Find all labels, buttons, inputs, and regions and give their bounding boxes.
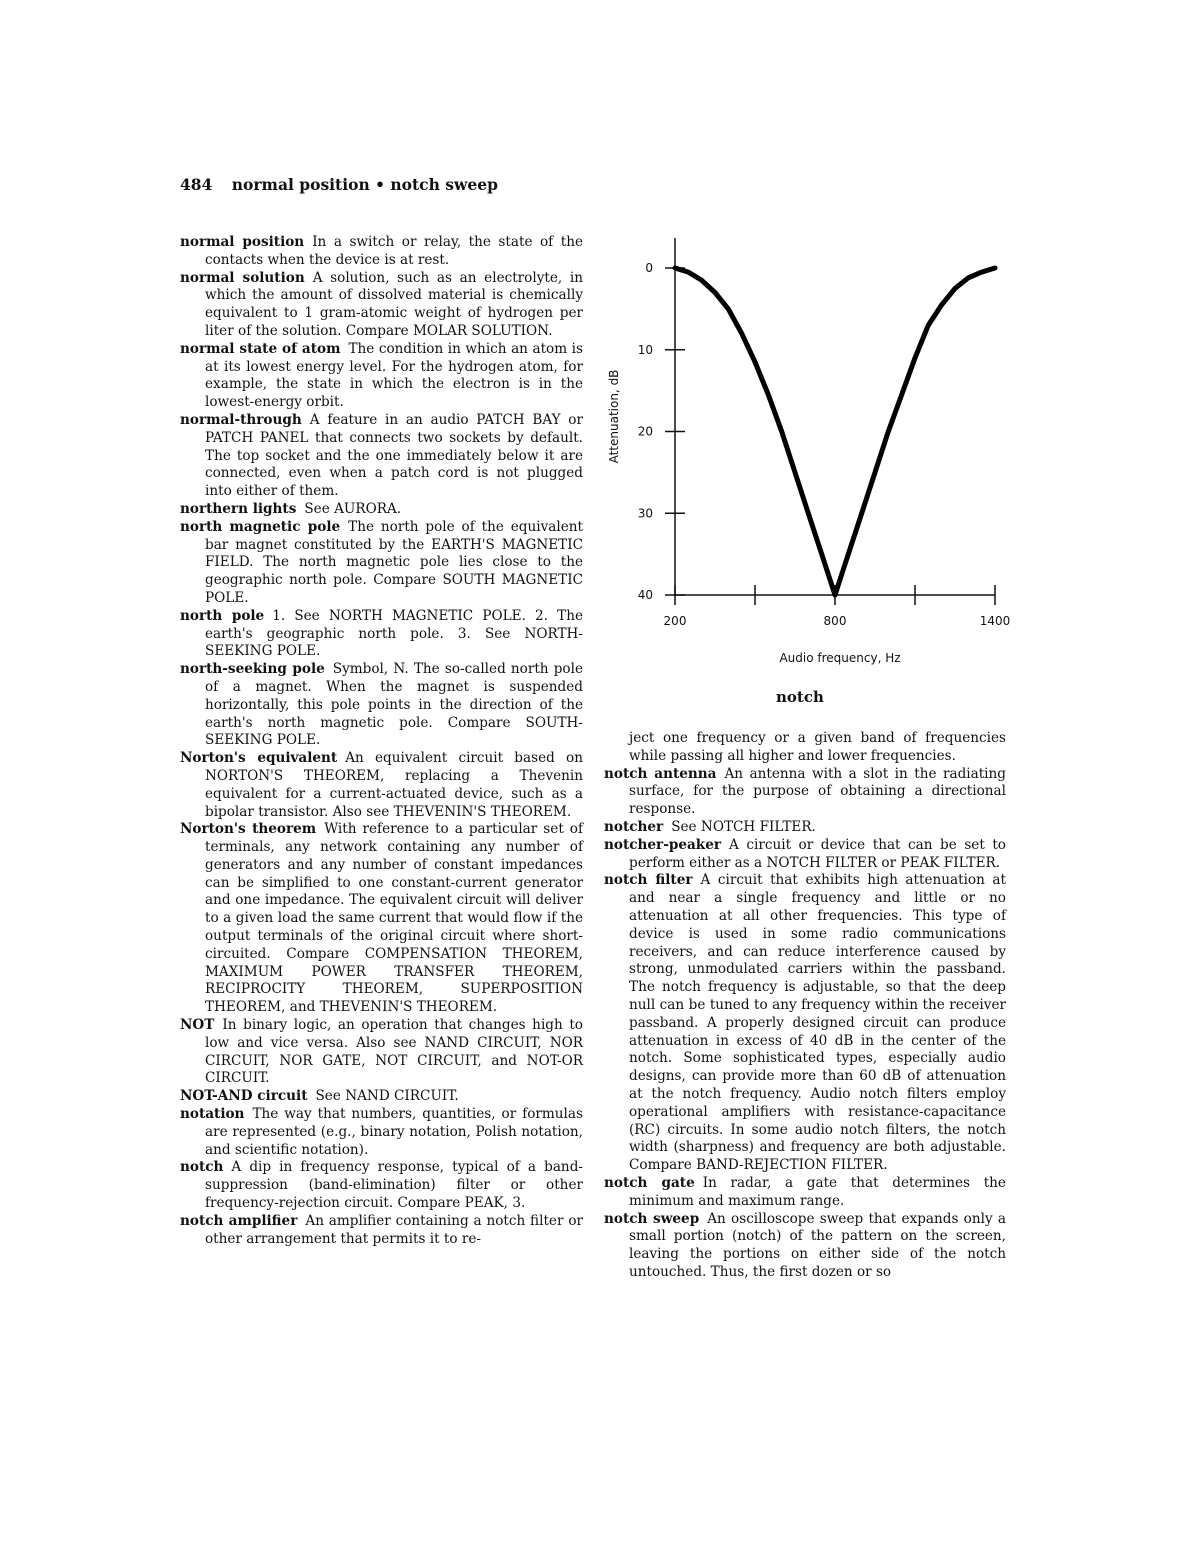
entry-term: normal position bbox=[180, 234, 305, 250]
entry-definition: Symbol, N. The so-called north pole of a magnet. When the magnet is suspended horizontally, this pole points in the direction of the earth's north magnetic pole. Compare SOUTH-SEEKING POLE. bbox=[205, 661, 583, 749]
chart-svg bbox=[598, 230, 1018, 680]
entry-definition: An amplifier containing a notch filter or other arrangement that permits it to re- bbox=[205, 1212, 583, 1247]
notch-chart bbox=[598, 230, 1018, 710]
dictionary-entry bbox=[180, 501, 583, 519]
entry-term: north magnetic pole bbox=[180, 518, 341, 535]
left-column bbox=[180, 234, 583, 1248]
y-tick-label: 10 bbox=[637, 342, 653, 357]
entry-definition: A solution, such as an electrolyte, in which the amount of dissolved material is chemically equivalent to 1 gram-atomic weight of hydrogen per liter of the solution. Compare MOLAR SOLUTION. bbox=[205, 269, 583, 339]
entry-definition: See AURORA. bbox=[304, 500, 402, 517]
entry-term: north-seeking pole bbox=[180, 661, 325, 678]
entry-definition: An antenna with a slot in the radiating surface, for the purpose of obtaining a directional response. bbox=[629, 765, 1006, 818]
entry-definition: With reference to a particular set of terminals, any network containing any number of generators and any number of constant impedances can be simplified to one constant-current generator and one impedance. The equivalent circuit will deliver to a given load the same current that would flow if the output terminals of the original circuit where short-circuited. Compare COMPENSATION THEOREM, MAXIMUM POWER TRANSFER THEOREM, RECIPROCITY THEOREM, SUPERPOSITION THEOREM, and THEVENIN'S THEOREM. bbox=[205, 821, 583, 1016]
dictionary-entry bbox=[180, 661, 583, 750]
dictionary-entry bbox=[604, 730, 1006, 766]
entry-definition: ject one frequency or a given band of frequencies while passing all higher and lower frequencies. bbox=[629, 730, 1006, 764]
dictionary-entry bbox=[180, 608, 583, 661]
dictionary-entry bbox=[604, 1211, 1006, 1282]
entry-term: notation bbox=[180, 1106, 245, 1123]
y-tick-label: 0 bbox=[645, 261, 653, 275]
entry-definition: See NAND CIRCUIT. bbox=[315, 1088, 459, 1105]
entry-term: northern lights bbox=[180, 500, 297, 517]
dictionary-entry bbox=[180, 341, 583, 412]
entry-definition: In radar, a gate that determines the minimum and maximum range. bbox=[629, 1174, 1006, 1209]
running-head: normal position • notch sweep bbox=[231, 175, 498, 194]
entry-definition: A feature in an audio PATCH BAY or PATCH PANEL that connects two sockets by default. The top socket and the one immediately below it are connected, even when a patch cord is not plugged into either of them. bbox=[205, 411, 583, 500]
entry-definition: The north pole of the equivalent bar magnet constituted by the EARTH'S MAGNETIC FIELD. The north magnetic pole lies close to the geographic north pole. Compare SOUTH MAGNETIC POLE. bbox=[205, 518, 583, 606]
dictionary-entry bbox=[180, 821, 583, 1017]
x-tick-label: 1400 bbox=[979, 614, 1011, 628]
dictionary-entry bbox=[180, 750, 583, 821]
y-axis-label: Attenuation, dB bbox=[607, 369, 621, 464]
dictionary-entry bbox=[180, 1213, 583, 1249]
entry-term: NOT bbox=[180, 1017, 215, 1034]
entry-term: normal state of atom bbox=[180, 340, 341, 357]
dictionary-entry bbox=[180, 270, 583, 341]
entry-term: notcher bbox=[604, 818, 664, 835]
dictionary-entry bbox=[180, 1017, 583, 1088]
dictionary-entry bbox=[180, 1159, 583, 1212]
entry-term: north pole bbox=[180, 607, 265, 624]
entry-term: notch amplifier bbox=[180, 1212, 298, 1229]
dictionary-entry bbox=[604, 1175, 1006, 1211]
figure-caption: notch bbox=[776, 688, 824, 706]
y-tick-label: 20 bbox=[637, 424, 653, 439]
entry-definition: The condition in which an atom is at its lowest energy level. For the hydrogen atom, for example, the state in which the electron is in the lowest-energy orbit. bbox=[205, 340, 583, 411]
dictionary-entry bbox=[180, 519, 583, 608]
dictionary-entry bbox=[180, 412, 583, 501]
entry-term: Norton's equivalent bbox=[180, 750, 338, 767]
dictionary-entry bbox=[604, 819, 1006, 837]
x-axis-label: Audio frequency, Hz bbox=[779, 651, 901, 665]
entry-definition: In a switch or relay, the state of the contacts when the device is at rest. bbox=[205, 234, 583, 268]
entry-term: notcher-peaker bbox=[604, 836, 722, 853]
entry-definition: See NOTCH FILTER. bbox=[671, 818, 816, 835]
entry-definition: The way that numbers, quantities, or formulas are represented (e.g., binary notation, Polish notation, and scientific notation). bbox=[205, 1106, 583, 1158]
dictionary-entry bbox=[604, 766, 1006, 819]
entry-term: notch gate bbox=[604, 1174, 695, 1191]
entry-term: Norton's theorem bbox=[180, 821, 317, 838]
page-header bbox=[180, 175, 498, 194]
entry-definition: An equivalent circuit based on NORTON'S THEOREM, replacing a Thevenin equivalent for a current-actuated device, such as a bipolar transistor. Also see THEVENIN'S THEOREM. bbox=[205, 750, 583, 820]
entry-definition: A circuit that exhibits high attenuation at and near a single frequency and little or no attenuation at all other frequencies. This type of device is used in some radio communications receivers, and can reduce interference caused by strong, unmodulated carriers within the passband. The notch frequency is adjustable, so that the deep null can be tuned to any frequency within the receiver passband. A properly designed circuit can produce attenuation in excess of 40 dB in the center of the notch. Some sophisticated types, especially audio designs, can provide more than 60 dB of attenuation at the notch frequency. Audio notch filters employ operational amplifiers with resistance-capacitance (RC) circuits. In some audio notch filters, the notch width (sharpness) and frequency are both adjustable. Compare BAND-REJECTION FILTER. bbox=[629, 872, 1006, 1174]
dictionary-entry bbox=[604, 872, 1006, 1175]
entry-term: notch bbox=[180, 1159, 224, 1176]
right-column bbox=[604, 730, 1006, 1282]
y-tick-label: 30 bbox=[637, 506, 653, 521]
notch-curve bbox=[675, 268, 995, 595]
x-tick-label: 200 bbox=[663, 614, 687, 628]
entry-definition: In binary logic, an operation that changes high to low and vice versa. Also see NAND CIRCUIT, NOR CIRCUIT, NOR GATE, NOT CIRCUIT, and NOT-OR CIRCUIT. bbox=[205, 1017, 583, 1087]
entry-term: notch sweep bbox=[604, 1210, 700, 1227]
entry-term: notch filter bbox=[604, 872, 693, 889]
x-tick-label: 800 bbox=[823, 614, 847, 628]
entry-definition: 1. See NORTH MAGNETIC POLE. 2. The earth's geographic north pole. 3. See NORTH-SEEKING POLE. bbox=[205, 607, 583, 660]
entry-term: normal-through bbox=[180, 411, 302, 428]
dictionary-entry bbox=[604, 837, 1006, 873]
entry-definition: An oscilloscope sweep that expands only a small portion (notch) of the pattern on the screen, leaving the portions on either side of the notch untouched. Thus, the first dozen or so bbox=[629, 1210, 1007, 1280]
y-tick-label: 40 bbox=[637, 588, 653, 602]
entry-term: notch antenna bbox=[604, 765, 717, 782]
entry-definition: A circuit or device that can be set to perform either as a NOTCH FILTER or PEAK FILTER. bbox=[629, 836, 1006, 871]
entry-definition: A dip in frequency response, typical of a band-suppression (band-elimination) filter or other frequency-rejection circuit. Compare PEAK, 3. bbox=[205, 1159, 583, 1212]
dictionary-entry bbox=[180, 1088, 583, 1106]
dictionary-entry bbox=[180, 234, 583, 270]
page-number: 484 bbox=[180, 175, 213, 194]
entry-term: normal solution bbox=[180, 269, 305, 286]
dictionary-entry bbox=[180, 1106, 583, 1159]
entry-term: NOT-AND circuit bbox=[180, 1088, 308, 1105]
